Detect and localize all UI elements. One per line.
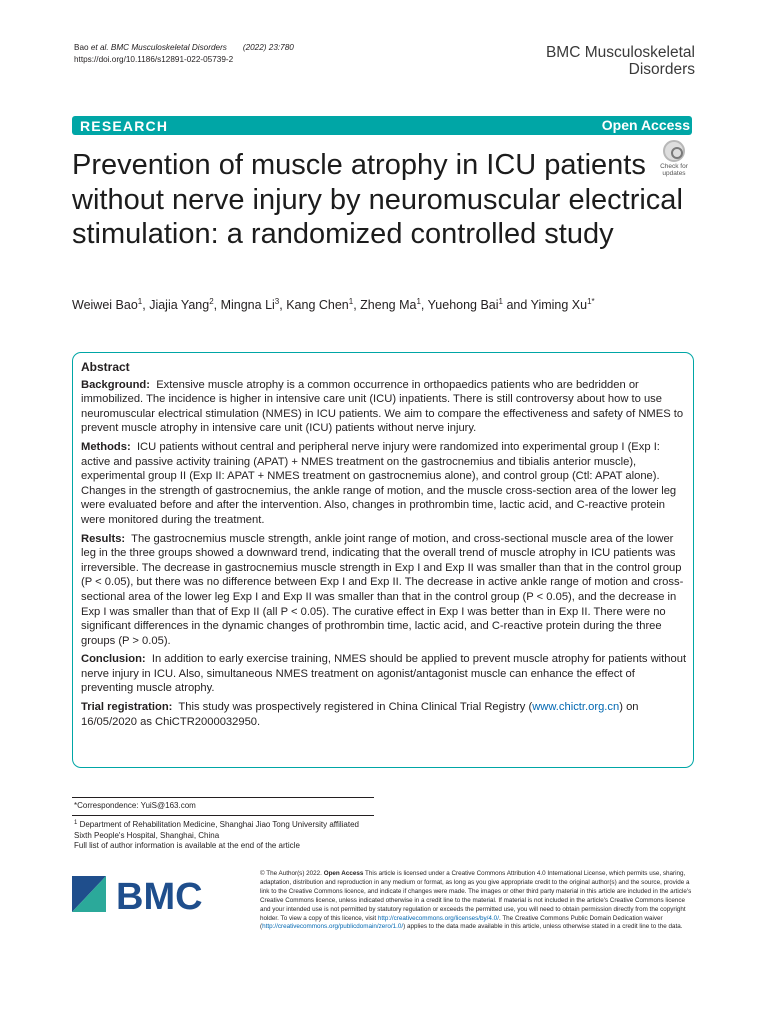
footnote-divider [72,797,374,798]
cc-zero-link[interactable]: http://creativecommons.org/publicdomain/zero/1.0/ [262,923,404,931]
author-affiliation-marker: 1* [587,297,595,306]
bmc-logo-text: BMC [116,876,203,916]
correspondence-note: *Correspondence: YuiS@163.com [74,801,196,810]
author-list: Weiwei Bao$^1$, Jiajia Yang$^2$, Mingna Li$^3$, Kang Chen$^1$, Zheng Ma$^1$, Yuehong Bai$^1$ and Yiming $Xu^{1*}$ [72,297,595,312]
cc-license-link[interactable]: http://creativecommons.org/licenses/by/4.0/ [377,914,499,922]
journal-name-line1: BMC Musculoskeletal [545,44,695,61]
article-title: Prevention of muscle atrophy in ICU patients without nerve injury by neuromuscular electrical stimulation: a randomized controlled study [72,149,683,250]
check-updates-line2: updates [662,170,686,177]
footnote-divider-2 [72,815,374,816]
citation-year: (2022) 23:780 [242,43,294,52]
author-affiliation-marker: 1 [348,297,354,306]
author-name: Yuehong Bai [427,298,499,312]
author-name: Kang Chen [286,298,349,312]
abstract-results: Results: The gastrocnemius muscle strength, ankle joint range of motion, and cross-sectional muscle area of the lower leg in the three groups showed a downward trend, indicating that the overall trend of muscle atrophy in ICU patients was irreversible. The decrease in gastrocnemius muscle strength in Exp I and Exp II was smaller than that in the control group (P < 0.05), but there was no difference between Exp I and Exp II. The decrease in active ankle range of motion and cross-sectional area of the lower leg Exp I and Exp II was smaller than that in the control group (P < 0.05), and the decrease in Exp I was smaller than that of Exp II (all P < 0.05). The curative effect in Exp I was better than in Exp II. There were no significant differences in the dynamic changes of prothrombin time, lactic acid, and C-reactive protein during the three groups (P > 0.05). [81,532,684,647]
author-name: Yiming Xu [530,298,588,312]
abstract-heading: Abstract [81,360,130,374]
author-name: Mingna Li [220,298,275,312]
journal-name [495,44,695,78]
author-affiliation-marker: 2 [209,297,214,306]
author-affiliation-marker: 1 [137,297,143,306]
author-affiliation-marker: 1 [498,297,503,306]
open-access-label: Open Access [601,117,690,133]
journal-name-line2: Disorders [628,61,695,78]
abstract-methods: Methods: ICU patients without central and peripheral nerve injury were randomized into experimental group I (Exp I: active and passive activity training (APAT) + NMES treatment on the gastrocnemius and tibialis anterior muscle), experimental group II (Exp II: APAT + NMES treatment on gastrocnemius alone), and control group (Ctl: APAT alone). Changes in the strength of gastrocnemius, the ankle range of motion, and the muscle cross-section area of the lower leg were evaluated before and after the intervention. Also, changes in prothrombin time, lactic acid, and C-reactive protein were monitored during the treatment. [81,440,677,526]
citation-header [74,42,294,66]
citation-authors: Bao [74,43,91,52]
article-type-label: RESEARCH [80,118,169,134]
author-name: Jiajia Yang [149,298,210,312]
author-info-note: Full list of author information is available at the end of the article [74,841,300,850]
author-name: Zheng Ma [360,298,417,312]
citation-journal: et al. BMC Musculoskeletal Disorders [90,43,227,52]
bmc-logo [72,872,212,916]
abstract-content [81,360,687,733]
license-statement: © The Author(s) 2022. Open Access This article is licensed under a Creative Commons Attribution 4.0 International License, which permits use, sharing, adaptation, distribution and reproduction in any medium or format, as long as you give appropriate credit to the original author(s) and the source, provide a link to the Creative Commons licence, and indicate if changes were made. The images or other third party material in this article are included in the article's Creative Commons licence, unless indicated otherwise in a credit line to the material. If material is not included in the article's Creative Commons licence and your intended use is not permitted by statutory regulation or exceeds the permitted use, you will need to obtain permission directly from the copyright holder. To view a copy of this licence, visit http://creativecommons.org/licenses/by/4.0/. The Creative Commons Public Domain Dedication waiver (http://creativecommons.org/publicdomain/zero/1.0/) applies to the data made available in this article, unless otherwise stated in a credit line to the data. [260,870,692,931]
author-affiliation-marker: 3 [274,297,280,306]
trial-registry-link[interactable]: www.chictr.org.cn [532,701,620,714]
abstract-background: Background: Extensive muscle atrophy is a common occurrence in orthopaedics patients who are bedridden or immobilized. The incidence is higher in intensive care unit (ICU) inpatients. There is still controversy about how to use neuromuscular electrical stimulation (NMES) in ICU patients. We aim to compare the effectiveness and safety of NMES to prevent muscle atrophy in intensive care unit (ICU) patients without nerve injury. [81,378,684,435]
abstract-conclusion: Conclusion: In addition to early exercise training, NMES should be applied to prevent muscle atrophy for patients without nerve injury in ICU. Also, simultaneous NMES treatment on agonist/antagonist muscle can enhance the effect of preventing muscle atrophy. [81,653,687,695]
abstract-trial-registration: Trial registration: This study was prospectively registered in China Clinical Trial Registry (www.chictr.org.cn) on 16/05/2020 as ChiCTR2000032950. [81,701,639,728]
affiliation-note: $^1$ Department of Rehabilitation Medicine, Shanghai Jiao Tong University affiliated Sixth People's Hospital, Shanghai, China Full list of author information is available at the end of the article [74,818,374,852]
doi-link[interactable]: https://doi.org/10.1186/s12891-022-05739-2 [74,55,234,64]
author-affiliation-marker: 1 [416,297,421,306]
author-name: Weiwei Bao [72,298,138,312]
check-updates-line1: Check for [660,163,688,170]
